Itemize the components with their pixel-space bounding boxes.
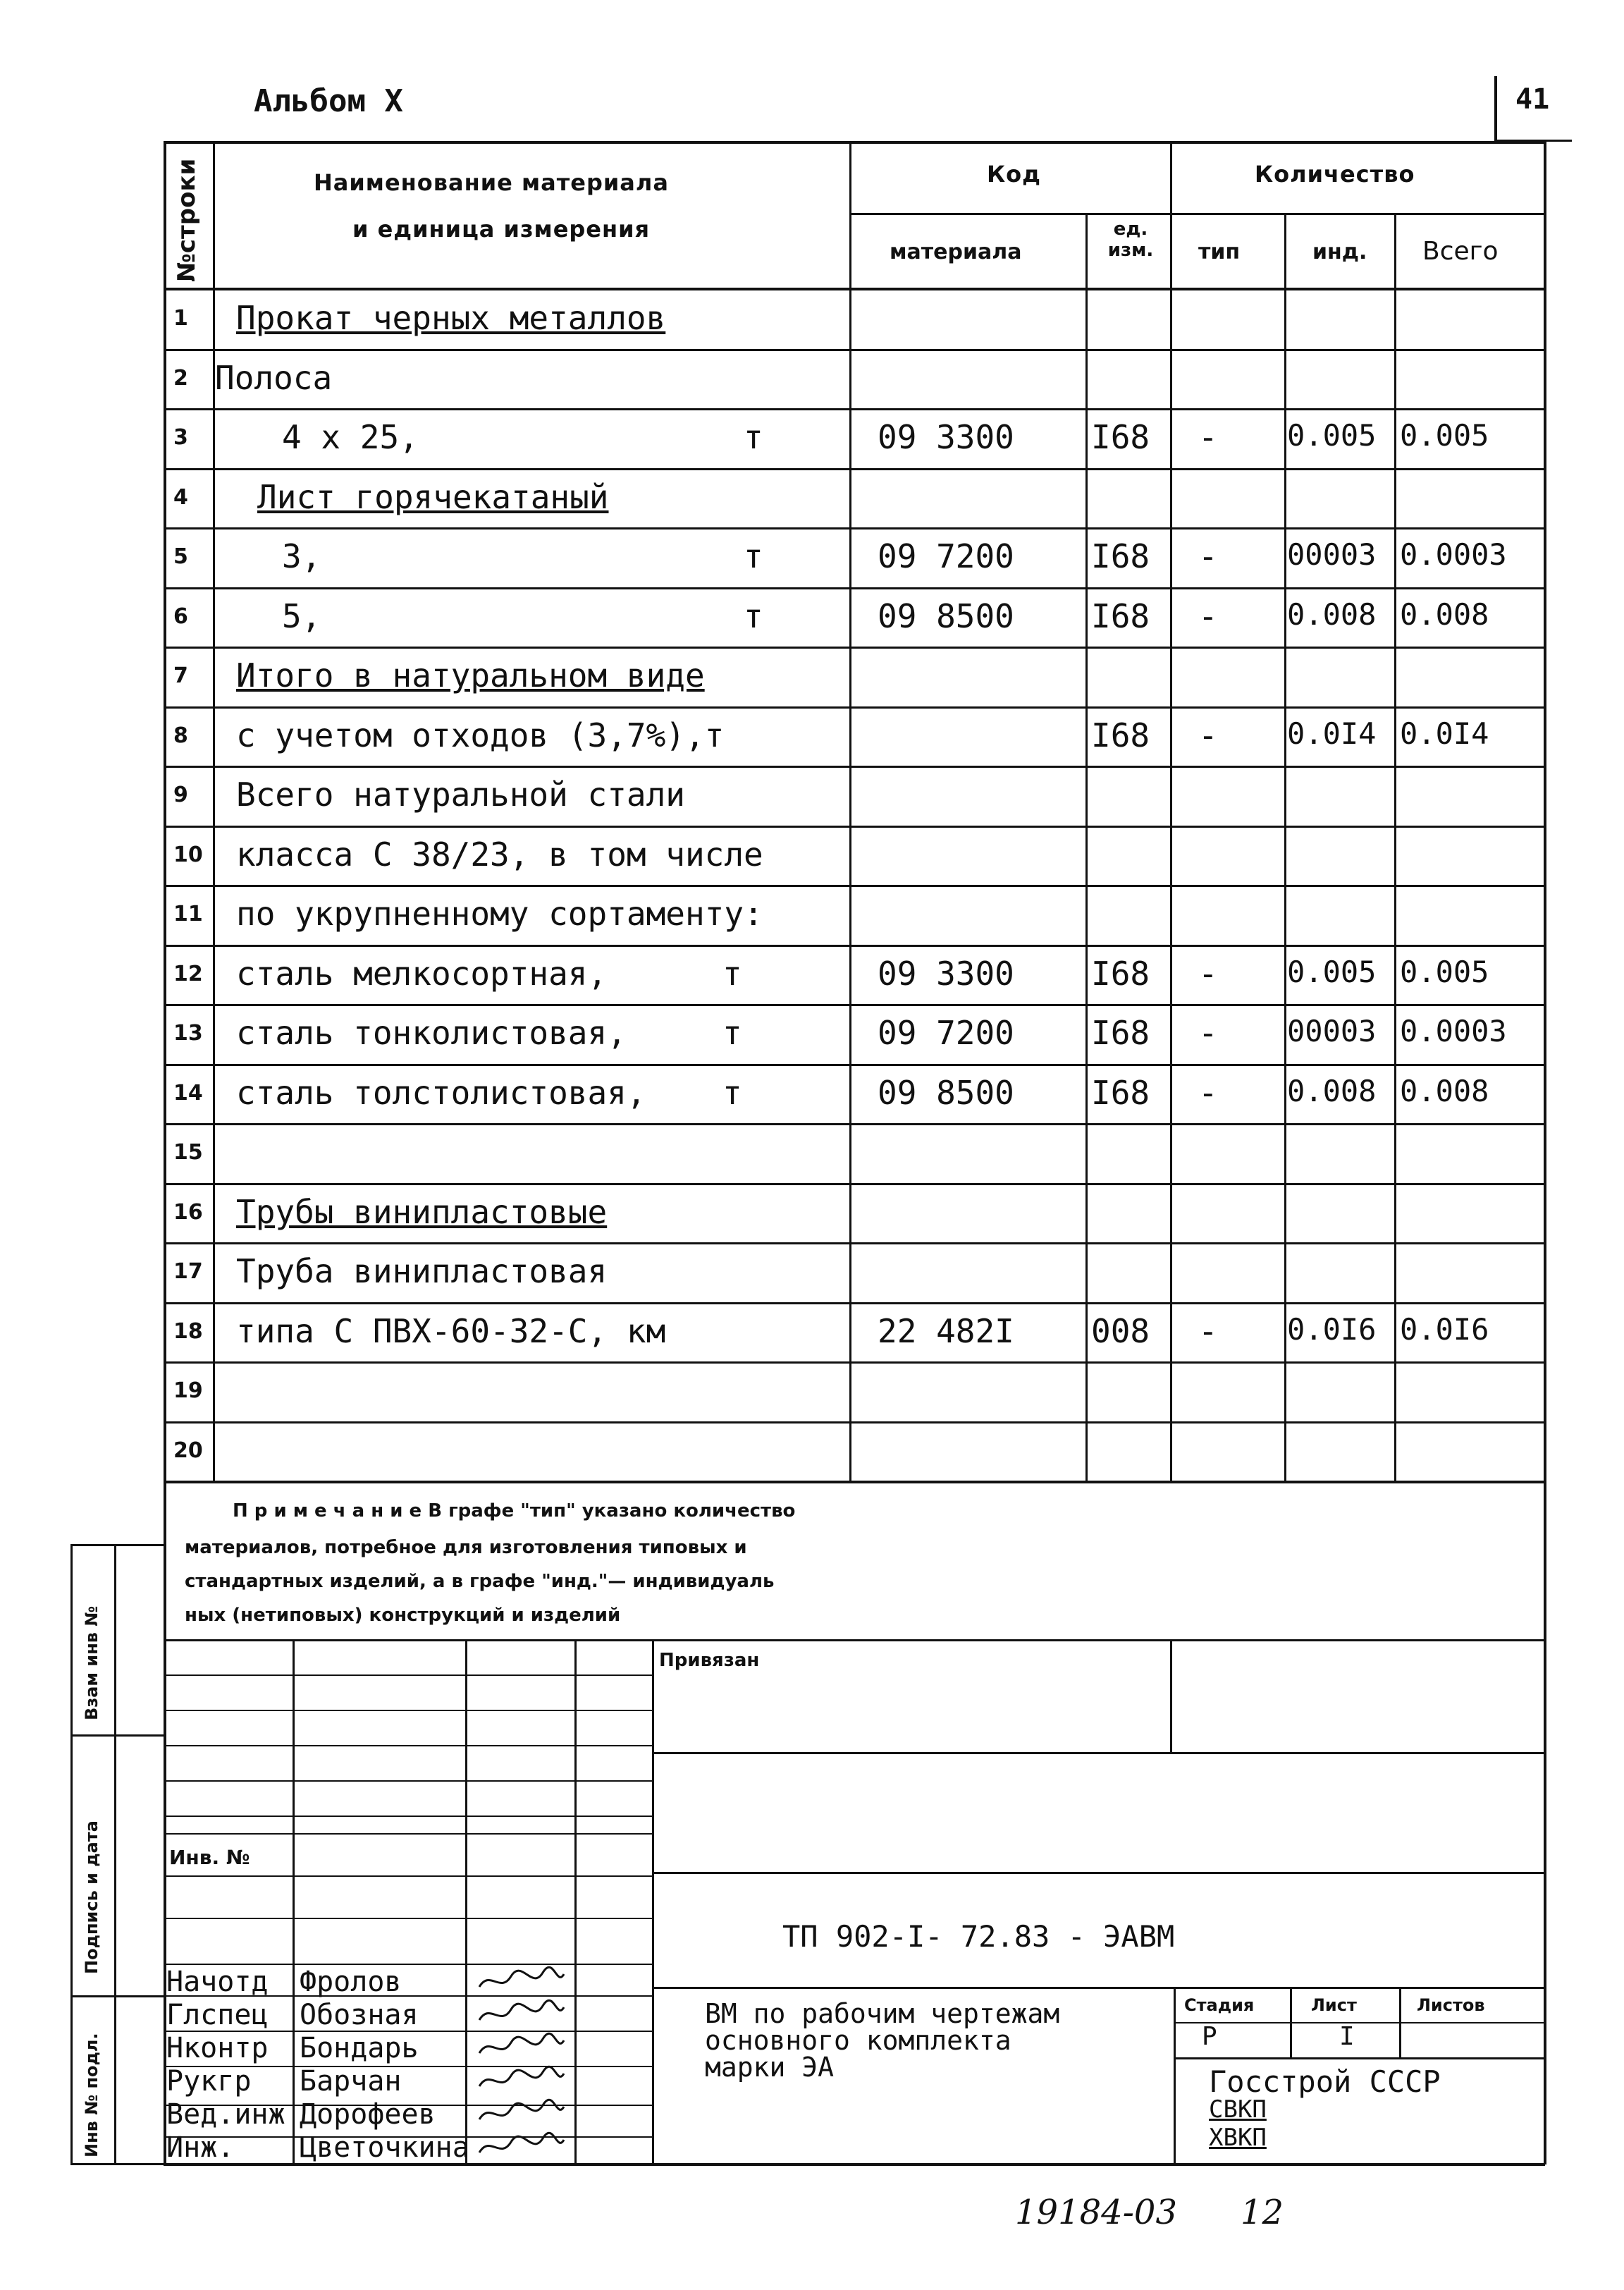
qty-total: 0.0003 — [1400, 1014, 1507, 1048]
designation: ТП 902-I- 72.83 - ЭАВМ — [782, 1919, 1175, 1954]
col-line-total — [1394, 213, 1396, 1481]
note-line-3: стандартных изделий, а в графе "инд."— индивидуаль — [185, 1571, 775, 1592]
staff-name: Цветочкина — [300, 2131, 469, 2164]
signature-scribble — [476, 2065, 567, 2096]
qty-total: 0.0I6 — [1400, 1312, 1489, 1347]
material-name: Прокат черных металлов — [236, 299, 666, 337]
code-header: Код — [987, 161, 1041, 188]
material-code: 09 3300 — [878, 955, 1014, 993]
row-divider — [164, 885, 1545, 887]
row-divider — [164, 1481, 1545, 1483]
side-strip-top — [70, 1544, 166, 1546]
staff-name: Дорофеев — [300, 2098, 436, 2131]
unit-symbol: т — [744, 597, 763, 635]
staff-name: Обозная — [300, 1999, 419, 2031]
measure-code: I68 — [1091, 716, 1150, 754]
row-number: 17 — [173, 1259, 203, 1284]
qty-total: 0.005 — [1400, 955, 1489, 989]
row-divider — [164, 1183, 1545, 1185]
qty-type: - — [1198, 418, 1218, 456]
staff-role: Инж. — [166, 2131, 235, 2164]
tb-right — [1544, 1481, 1546, 2165]
note-line-1: П р и м е ч а н и е В графе "тип" указано количество — [233, 1500, 796, 1521]
row-number: 1 — [173, 306, 188, 331]
page-number: 41 — [1515, 83, 1550, 116]
tb-h-designation-bottom — [652, 1987, 1544, 1989]
tb-main-v — [652, 1639, 654, 2165]
side-label-vzam: Взам инв № — [82, 1605, 102, 1720]
row-number: 3 — [173, 425, 188, 450]
row-number: 6 — [173, 604, 188, 629]
row-divider — [164, 349, 1545, 351]
doc-title-line3: марки ЭА — [705, 2052, 835, 2083]
note-line-2: материалов, потребное для изготовления типовых и — [185, 1537, 747, 1558]
table-right-border — [1544, 141, 1546, 1481]
qty-total: 0.005 — [1400, 418, 1489, 453]
sheet-label: Лист — [1311, 1995, 1357, 2015]
material-code: 09 8500 — [878, 1074, 1014, 1112]
table-subheader-rule — [849, 213, 1545, 215]
row-divider — [164, 945, 1545, 947]
qty-total: 0.008 — [1400, 1074, 1489, 1108]
row-divider — [164, 766, 1545, 768]
measure-code: I68 — [1091, 537, 1150, 575]
material-code: 22 482I — [878, 1312, 1014, 1350]
measure-code: I68 — [1091, 418, 1150, 456]
col-line-rownum — [213, 141, 215, 1481]
tb-h-privyazan-bottom — [652, 1752, 1544, 1754]
staff-name: Барчан — [300, 2065, 402, 2098]
table-left-border — [164, 141, 166, 1482]
qty-total: 0.008 — [1400, 597, 1489, 632]
footer-archive-number: 19184-03 — [1015, 2193, 1177, 2232]
material-code: 09 7200 — [878, 537, 1014, 575]
material-code: 09 7200 — [878, 1014, 1014, 1052]
measure-code: 008 — [1091, 1312, 1150, 1350]
name-header-line1: Наименование материала — [314, 169, 669, 196]
qty-type: - — [1198, 537, 1218, 575]
row-number: 14 — [173, 1081, 203, 1106]
unit-symbol: т — [722, 1074, 742, 1112]
col-line-qty — [1170, 141, 1172, 1481]
row-divider — [164, 1421, 1545, 1423]
row-number: 10 — [173, 843, 203, 867]
row-divider — [164, 1064, 1545, 1066]
sheets-label: Листов — [1417, 1995, 1485, 2015]
qty-ind: 0.008 — [1287, 597, 1377, 632]
measure-code: I68 — [1091, 597, 1150, 635]
col-line-unit — [1085, 213, 1088, 1481]
row-divider — [164, 1302, 1545, 1304]
name-header-line2: и единица измерения — [352, 216, 651, 243]
material-name: сталь тонколистовая, — [236, 1014, 627, 1052]
row-divider — [164, 587, 1545, 589]
row-number: 15 — [173, 1140, 203, 1165]
qty-ind: 0.008 — [1287, 1074, 1377, 1108]
material-name: Всего натуральной стали — [236, 776, 685, 814]
tb-h-designation-top — [652, 1872, 1544, 1874]
material-name: 3, — [282, 537, 321, 575]
side-strip-bottom — [70, 2163, 166, 2165]
row-number: 18 — [173, 1319, 203, 1344]
doc-title-line2: основного комплекта — [705, 2025, 1011, 2056]
qty-ind-header: инд. — [1312, 240, 1367, 264]
col-line-code — [849, 141, 851, 1481]
qty-type: - — [1198, 597, 1218, 635]
material-code: 09 3300 — [878, 418, 1014, 456]
staff-role: Вед.инж — [166, 2098, 285, 2131]
signature-scribble — [476, 2032, 567, 2063]
row-divider — [164, 1361, 1545, 1364]
qty-total: 0.0003 — [1400, 537, 1507, 572]
tb-top — [164, 1639, 1545, 1641]
qty-ind: 0.0I6 — [1287, 1312, 1377, 1347]
signature-scribble — [476, 1966, 567, 1997]
staff-grid-rule — [164, 1710, 652, 1711]
qty-type: - — [1198, 716, 1218, 754]
staff-v1 — [293, 1639, 295, 2165]
doc-title-line1: ВМ по рабочим чертежам — [705, 1998, 1060, 2029]
signature-scribble — [476, 2131, 567, 2162]
tb-stage-v — [1174, 1987, 1176, 2163]
footer-page-number: 12 — [1241, 2193, 1284, 2232]
row-number: 16 — [173, 1200, 203, 1225]
row-divider — [164, 706, 1545, 709]
material-name: сталь толстолистовая, — [236, 1074, 646, 1112]
staff-grid-rule — [164, 1780, 652, 1782]
staff-v2 — [465, 1639, 467, 2165]
measure-code: I68 — [1091, 1014, 1150, 1052]
qty-type: - — [1198, 1312, 1218, 1350]
qty-ind: 0.005 — [1287, 418, 1377, 453]
unit-symbol: т — [744, 537, 763, 575]
staff-grid-rule — [164, 1875, 652, 1877]
row-divider — [164, 1242, 1545, 1244]
side-label-podpis: Подпись и дата — [82, 1820, 102, 1974]
note-line-4: ных (нетиповых) конструкций и изделий — [185, 1605, 621, 1626]
staff-grid-rule — [164, 1964, 652, 1965]
code-unit-header: ед. изм. — [1107, 219, 1154, 261]
row-number: 4 — [173, 485, 188, 510]
qty-ind: 0.005 — [1287, 955, 1377, 989]
row-divider — [164, 527, 1545, 529]
qty-type: - — [1198, 955, 1218, 993]
measure-code: I68 — [1091, 955, 1150, 993]
material-name: класса С 38/23, в том числе — [236, 835, 763, 874]
rownum-header: №строки — [173, 158, 201, 282]
qty-type: - — [1198, 1074, 1218, 1112]
side-strip-div-1 — [70, 1734, 166, 1737]
row-divider — [164, 408, 1545, 410]
material-name: 4 х 25, — [282, 418, 419, 456]
row-number: 7 — [173, 663, 188, 688]
material-name: Труба винипластовая — [236, 1252, 608, 1290]
staff-role: Начотд — [166, 1966, 269, 1998]
code-material-header: материала — [890, 240, 1022, 264]
staff-role: Рукгр — [166, 2065, 252, 2098]
row-number: 8 — [173, 723, 188, 748]
qty-type: - — [1198, 1014, 1218, 1052]
qty-total-header: Всего — [1422, 237, 1499, 266]
row-divider — [164, 826, 1545, 828]
material-name: Лист горячекатаный — [257, 478, 609, 516]
side-strip-inner — [114, 1544, 116, 2165]
staff-grid-rule — [164, 1816, 652, 1817]
org-line2: СВКП — [1209, 2095, 1267, 2124]
staff-v3 — [574, 1639, 577, 2165]
row-number: 2 — [173, 366, 188, 391]
staff-role: Глспец — [166, 1999, 269, 2031]
row-number: 13 — [173, 1021, 203, 1046]
material-name: Полоса — [215, 359, 333, 397]
row-divider — [164, 1004, 1545, 1006]
row-number: 5 — [173, 544, 188, 569]
row-number: 19 — [173, 1378, 203, 1403]
staff-grid-rule — [164, 1918, 652, 1919]
qty-ind: 00003 — [1287, 537, 1377, 572]
side-label-inv-podl: Инв № подл. — [82, 2033, 102, 2157]
qty-type-header: тип — [1198, 240, 1241, 264]
side-strip-div-2 — [70, 1995, 166, 1997]
qty-header: Количество — [1255, 161, 1415, 188]
staff-grid-rule — [164, 1674, 652, 1676]
row-divider — [164, 468, 1545, 470]
stage-label: Стадия — [1184, 1995, 1255, 2015]
col-line-ind — [1284, 213, 1286, 1481]
qty-ind: 0.0I4 — [1287, 716, 1377, 751]
material-name: сталь мелкосортная, — [236, 955, 608, 993]
row-number: 12 — [173, 962, 203, 986]
sheet-value: I — [1339, 2022, 1355, 2051]
material-code: 09 8500 — [878, 597, 1014, 635]
material-name: типа С ПВХ-60-32-С, км — [236, 1312, 666, 1350]
row-number: 11 — [173, 902, 203, 926]
org-line1: Госстрой СССР — [1209, 2064, 1441, 2099]
unit-symbol: т — [744, 418, 763, 456]
unit-symbol: т — [722, 1014, 742, 1052]
unit-symbol: т — [722, 955, 742, 993]
staff-name: Бондарь — [300, 2032, 419, 2064]
album-title: Альбом X — [254, 83, 403, 119]
inv-no-label: Инв. № — [169, 1846, 250, 1869]
row-number: 9 — [173, 783, 188, 807]
privyazan-label: Привязан — [659, 1650, 760, 1671]
row-divider — [164, 647, 1545, 649]
page-corner-rule-v — [1494, 76, 1497, 141]
staff-grid-rule — [164, 1833, 652, 1835]
qty-total: 0.0I4 — [1400, 716, 1489, 751]
signature-scribble — [476, 1999, 567, 2030]
tb-privyazan-v — [1170, 1639, 1172, 1752]
table-top-border — [164, 141, 1544, 144]
row-number: 20 — [173, 1438, 203, 1463]
staff-role: Нконтр — [166, 2032, 269, 2064]
measure-code: I68 — [1091, 1074, 1150, 1112]
qty-ind: 00003 — [1287, 1014, 1377, 1048]
signature-scribble — [476, 2098, 567, 2129]
table-header-bottom — [164, 288, 1545, 290]
side-strip-left — [70, 1544, 73, 2165]
staff-grid-rule — [164, 1745, 652, 1746]
material-name: Итого в натуральном виде — [236, 656, 705, 694]
material-name: Трубы винипластовые — [236, 1193, 608, 1231]
row-divider — [164, 1123, 1545, 1125]
material-name: по укрупненному сортаменту: — [236, 895, 763, 933]
tb-stage-h1 — [1174, 2022, 1545, 2023]
tb-stage-h2 — [1174, 2057, 1545, 2059]
material-name: с учетом отходов (3,7%),т — [236, 716, 725, 754]
material-name: 5, — [282, 597, 321, 635]
staff-name: Фролов — [300, 1966, 402, 1998]
org-line3: ХВКП — [1209, 2124, 1267, 2152]
stage-value: Р — [1202, 2022, 1217, 2051]
